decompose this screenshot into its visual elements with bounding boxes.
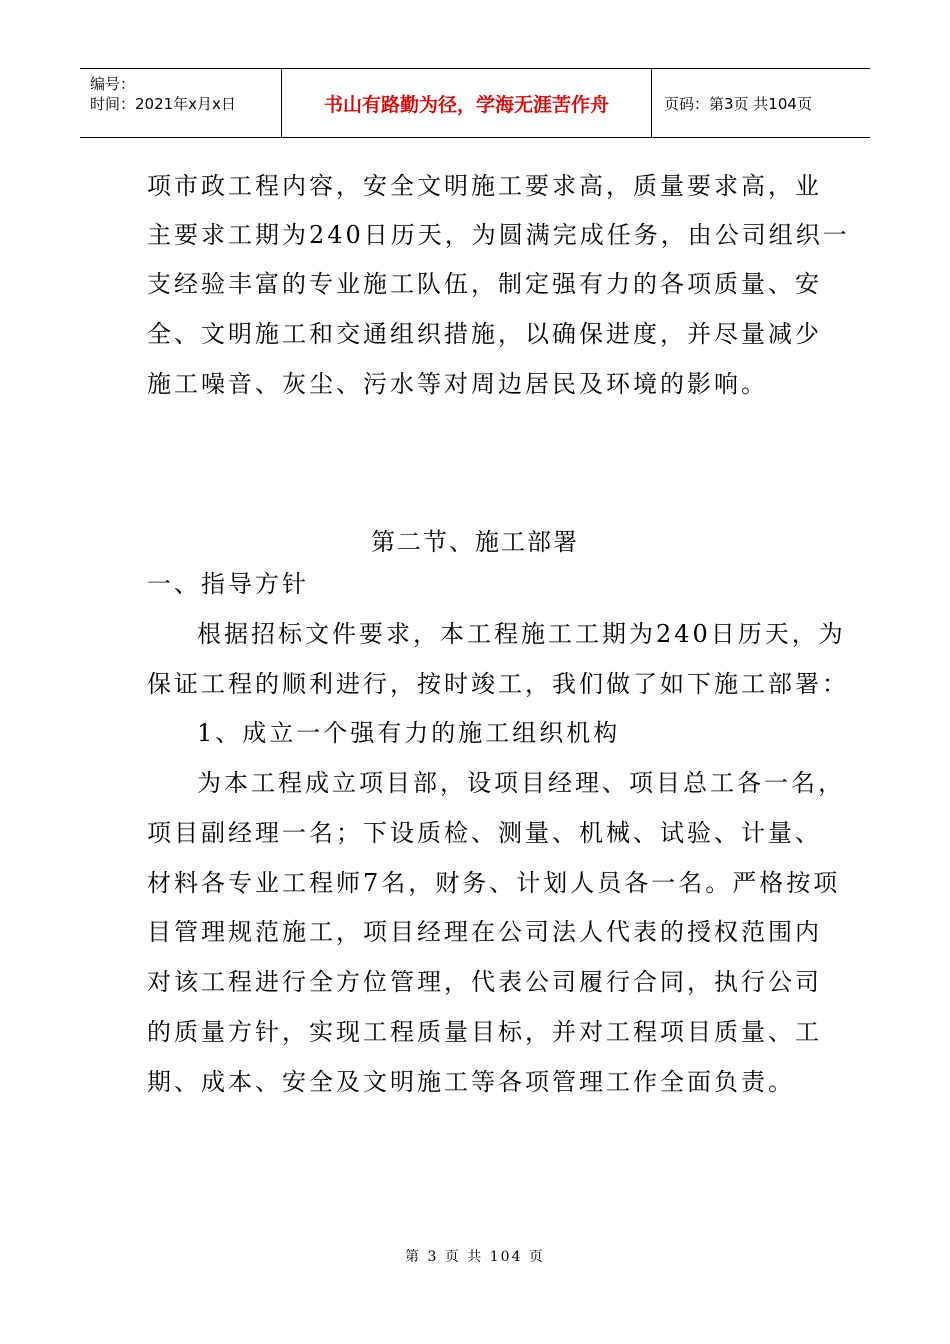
paragraph-line: 的质量方针，实现工程质量目标，并对工程项目质量、工	[147, 1018, 822, 1046]
document-header	[80, 68, 870, 138]
section-title: 第二节、施工部署	[371, 528, 579, 556]
subsection-title: 一、指导方针	[147, 570, 309, 598]
document-number-label: 编号：	[90, 75, 136, 93]
paragraph-line: 材料各专业工程师7名，财务、计划人员各一名。严格按项	[147, 869, 841, 897]
paragraph-line: 目管理规范施工，项目经理在公司法人代表的授权范围内	[147, 918, 822, 946]
paragraph-line: 对该工程进行全方位管理，代表公司履行合同，执行公司	[147, 968, 822, 996]
paragraph-line: 施工噪音、灰尘、污水等对周边居民及环境的影响。	[147, 370, 768, 398]
paragraph-line: 全、文明施工和交通组织措施，以确保进度，并尽量减少	[147, 320, 822, 348]
document-date: 时间：2021年x月x日	[90, 95, 236, 113]
paragraph-line: 项目副经理一名；下设质检、测量、机械、试验、计量、	[147, 819, 822, 847]
header-page-info: 页码：第3页 共104页	[664, 94, 812, 113]
paragraph-line: 根据招标文件要求，本工程施工工期为240日历天，为	[197, 620, 846, 648]
paragraph-line: 支经验丰富的专业施工队伍，制定强有力的各项质量、安	[147, 270, 822, 298]
list-item-title: 1、成立一个强有力的施工组织机构	[197, 719, 621, 747]
paragraph-line: 主要求工期为240日历天，为圆满完成任务，由公司组织一	[147, 221, 850, 249]
page-footer: 第 3 页 共 104 页	[405, 1249, 545, 1265]
paragraph-line: 项市政工程内容，安全文明施工要求高，质量要求高，业	[147, 172, 822, 200]
paragraph-line: 保证工程的顺利进行，按时竣工，我们做了如下施工部署：	[147, 670, 849, 698]
header-motto: 书山有路勤为径，学海无涯苦作舟	[282, 69, 652, 137]
paragraph-line: 为本工程成立项目部，设项目经理、项目总工各一名，	[197, 769, 845, 797]
paragraph-line: 期、成本、安全及文明施工等各项管理工作全面负责。	[147, 1068, 795, 1096]
header-meta	[80, 69, 282, 137]
